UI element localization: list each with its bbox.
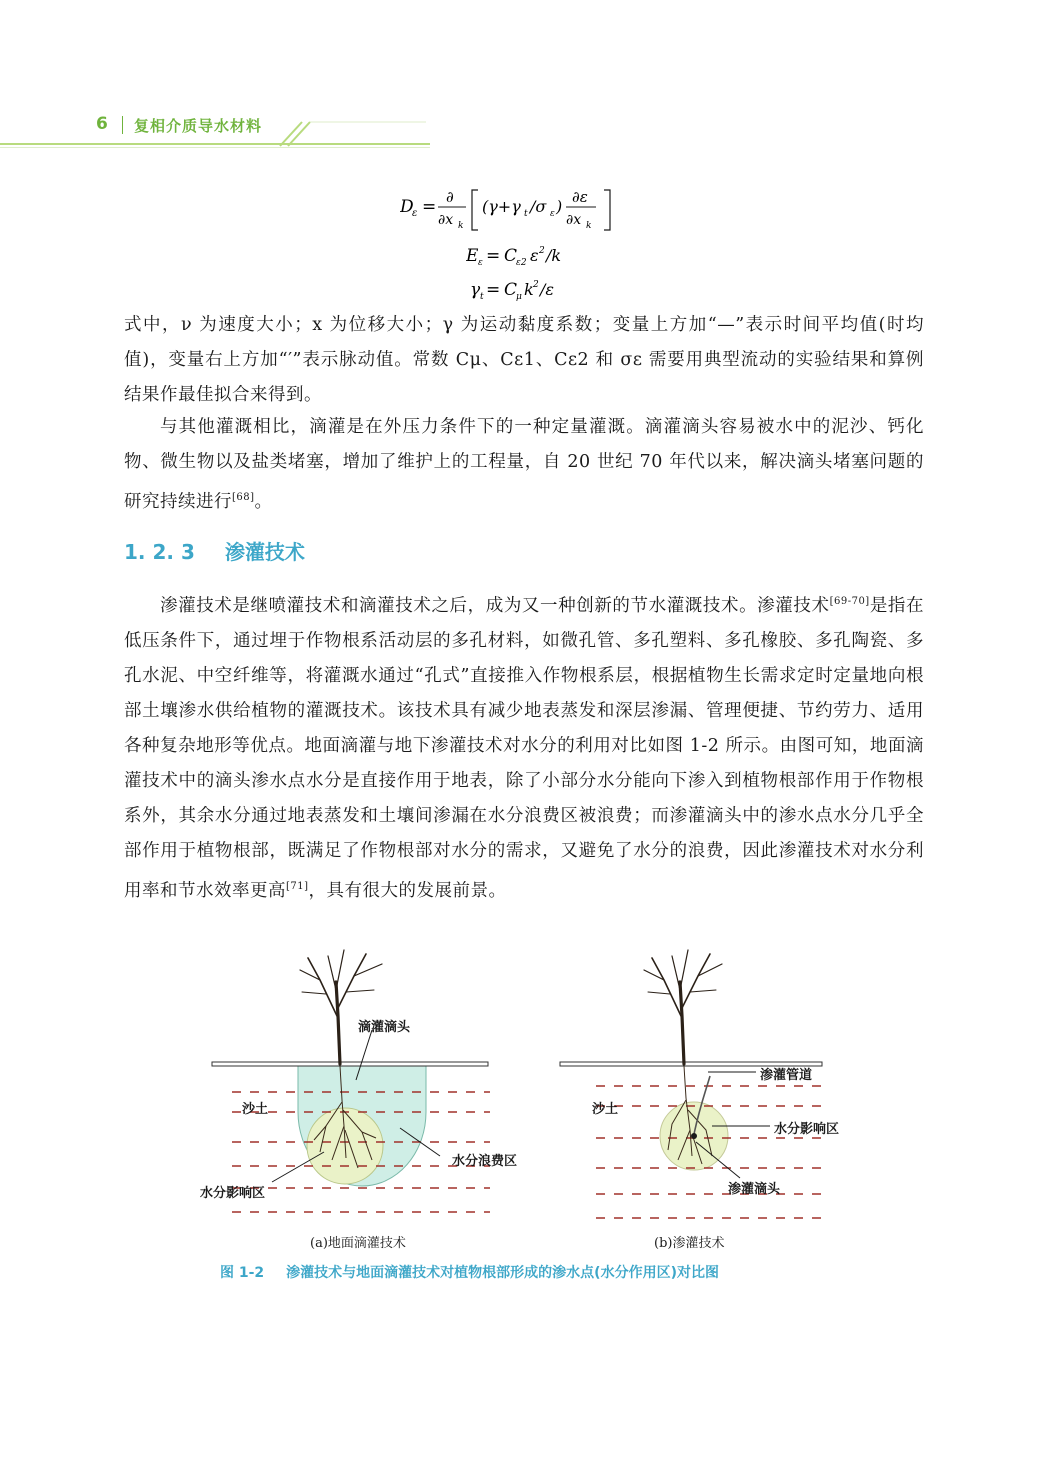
svg-text:ε: ε — [478, 258, 483, 268]
section-heading — [124, 536, 305, 565]
label-water-influence-right: 水分影响区 — [774, 1122, 840, 1137]
figure-number: 图 1-2 — [220, 1265, 265, 1281]
page-number: 6 — [96, 114, 108, 134]
paragraph-text: 式中，ν 为速度大小；x 为位移大小；γ 为运动黏度系数；变量上方加“—”表示时间平均值(时均值)，变量右上方加“′”表示脉动值。常数 Cμ、Cε1、Cε2 和 σε 需要用典型流动的实验结果和算例结果作最佳拟合来得到。 — [124, 315, 924, 405]
svg-text:ε: ε — [550, 209, 555, 219]
paragraph-body: 与其他灌溉相比，滴灌是在外压力条件下的一种定量灌溉。滴灌滴头容易被水中的泥沙、钙化物、微生物以及盐类堵塞，增加了维护上的工程量，自 20 世纪 70 年代以来，解决滴头堵塞问题的研究持续进行 — [124, 417, 924, 512]
book-title: 复相介质导水材料 — [134, 117, 263, 135]
subcaption-infiltration: (b)渗灌技术 — [654, 1236, 725, 1251]
svg-text:μ: μ — [516, 292, 522, 302]
svg-text:γ: γ — [470, 280, 481, 300]
paragraph-infiltration-irrigation — [124, 584, 924, 909]
svg-text:ε: ε — [412, 208, 418, 219]
paragraph-body-end: ，具有很大的发展前景。 — [308, 880, 507, 901]
svg-text:∂: ∂ — [446, 188, 454, 206]
svg-text:=: = — [486, 246, 501, 266]
subcaption-surface-drip: (a)地面滴灌技术 — [310, 1236, 406, 1251]
paragraph-text — [124, 410, 924, 520]
svg-text:k: k — [458, 221, 464, 231]
paragraph-end: 。 — [254, 491, 273, 512]
figure-caption-text: 渗灌技术与地面滴灌技术对植物根部形成的渗水点(水分作用区)对比图 — [286, 1265, 719, 1281]
citation-69-70: [69-70] — [829, 596, 870, 607]
formula-d-epsilon-render — [400, 186, 650, 234]
citation-71: [71] — [286, 880, 309, 892]
svg-text:2: 2 — [539, 246, 545, 256]
svg-text:∂ε: ∂ε — [572, 188, 588, 206]
svg-text:k: k — [524, 280, 534, 299]
svg-text:D: D — [400, 197, 414, 217]
formula-gamma-t — [470, 278, 610, 307]
paragraph-text — [124, 584, 924, 909]
label-water-influence-left: 水分影响区 — [200, 1186, 266, 1201]
svg-text:/k: /k — [546, 246, 562, 265]
svg-text:/ε: /ε — [540, 280, 554, 299]
section-number: 1. 2. 3 — [124, 540, 195, 564]
header-decoration — [276, 118, 436, 148]
svg-text:2: 2 — [533, 280, 539, 290]
svg-text:E: E — [466, 246, 479, 266]
formula-d-epsilon — [400, 186, 650, 239]
svg-text:t: t — [524, 209, 528, 219]
paragraph-body-start: 渗灌技术是继喷灌技术和滴灌技术之后，成为又一种创新的节水灌溉技术。渗灌技术 — [160, 595, 830, 616]
ground-surface — [212, 1062, 488, 1066]
svg-text:): ) — [556, 197, 563, 216]
panel-infiltration — [560, 950, 826, 1218]
paragraph-body-middle: 是指在低压条件下，通过埋于作物根系活动层的多孔材料，如微孔管、多孔塑料、多孔橡胶、多孔陶瓷、多孔水泥、中空纤维等，将灌溉水通过“孔式”直接推入作物根系层，根据植物生长需求定时定量地向根部土壤渗水供给植物的灌溉技术。该技术具有减少地表蒸发和深层渗漏、管理便捷、节约劳力、适用各种复杂地形等优点。地面滴灌与地下渗灌技术对水分的利用对比如图 1-2 所示。由图可知，地面滴灌技术中的滴头渗水点水分是直接作用于地表，除了小部分水分能向下渗入到植物根部作用于作物根系外，其余水分通过地表蒸发和土壤间渗漏在水分浪费区被浪费；而渗灌滴头中的渗水点水分几乎全部作用于植物根部，既满足了作物根部对水分的需求，又避免了水分的浪费，因此渗灌技术对水分利用率和节水效率更高 — [124, 595, 925, 901]
label-drip-emitter: 滴灌滴头 — [358, 1020, 411, 1035]
svg-text:k: k — [586, 221, 592, 231]
formula-gamma-t-render — [470, 278, 610, 302]
paragraph-drip-irrigation — [124, 410, 924, 520]
svg-text:=: = — [422, 197, 437, 217]
label-infiltration-emitter: 渗灌滴头 — [728, 1182, 781, 1197]
paragraph-variable-definitions — [124, 308, 924, 413]
formula-e-epsilon — [466, 244, 606, 273]
figure-caption — [220, 1262, 719, 1282]
label-water-waste-zone: 水分浪费区 — [452, 1154, 518, 1169]
label-infiltration-pipe: 渗灌管道 — [760, 1068, 813, 1083]
infiltration-emitter — [691, 1133, 697, 1139]
svg-text:(γ+γ: (γ+γ — [482, 197, 521, 216]
label-sand-soil-right: 沙土 — [592, 1102, 619, 1117]
panel-surface-drip — [212, 950, 490, 1212]
svg-text:∂x: ∂x — [566, 212, 582, 228]
tree-icon — [300, 950, 382, 1064]
svg-text:ε: ε — [530, 246, 539, 265]
section-title: 渗灌技术 — [224, 540, 305, 564]
svg-text:C: C — [504, 280, 518, 300]
citation-68: [68] — [232, 492, 255, 503]
formula-e-epsilon-render — [466, 244, 606, 268]
figure-1-2 — [0, 930, 1048, 1250]
label-sand-soil-left: 沙土 — [242, 1102, 269, 1117]
svg-text:C: C — [504, 246, 518, 266]
svg-text:ε2: ε2 — [516, 258, 527, 268]
svg-text:/σ: /σ — [530, 197, 547, 216]
svg-text:=: = — [486, 280, 501, 300]
svg-text:t: t — [480, 292, 484, 302]
tree-icon — [644, 950, 722, 1064]
header-separator — [122, 116, 123, 134]
svg-text:∂x: ∂x — [438, 212, 454, 228]
